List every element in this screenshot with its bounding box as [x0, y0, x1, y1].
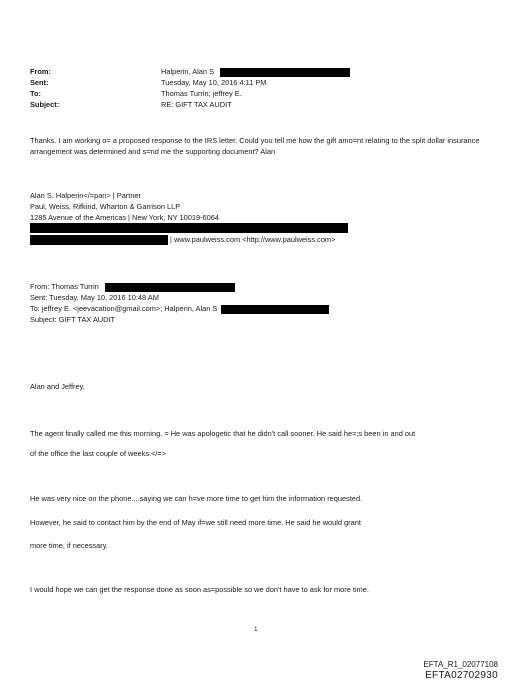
signature-line-3: 1285 Avenue of the Americas | New York, NY 10019-6064 [30, 213, 220, 222]
to-label: To: [30, 89, 41, 98]
sent-label: Sent: [30, 78, 49, 87]
subject-label: Subject: [30, 100, 60, 109]
paragraph-2-line-3: more time, if necessary. [30, 541, 108, 550]
subject-value: RE: GIFT TAX AUDIT [161, 100, 232, 109]
signature-line-4: | www.paulweiss.com <http://www.paulweiss.com> [170, 235, 336, 244]
original-to-row: To: jeffrey E. <jeevacation@gmail.com>; Halperin, Alan S [30, 303, 329, 314]
signature-line-1: Alan S. Halperin</=pan> | Partner [30, 191, 142, 200]
signature-line-2: Paul, Weiss, Rifkind, Wharton & Garrison LLP [30, 202, 181, 211]
from-value: Halperin, Alan S [161, 67, 350, 77]
paragraph-3: I would hope we can get the response done as soon as=possible so we don't have to ask for more time. [30, 585, 369, 594]
original-from-row: From: Thomas Turrin [30, 281, 235, 292]
footer-id-2: EFTA02702930 [425, 670, 498, 681]
paragraph-2-line-2: However, he said to contact him by the end of May if=we still need more time. He said he would grant [30, 518, 361, 527]
footer-id-1: EFTA_R1_02077108 [423, 660, 498, 669]
redaction [105, 283, 235, 292]
original-sent-row: Sent: Tuesday, May 10, 2016 10:48 AM [30, 293, 159, 302]
from-label: From: [30, 67, 51, 76]
paragraph-2-line-1: He was very nice on the phone....saying we can h=ve more time to get him the information requested. [30, 494, 363, 503]
redaction [220, 68, 350, 77]
sent-value: Tuesday, May 10, 2016 4:11 PM [161, 78, 267, 87]
redaction [221, 305, 329, 314]
redaction [30, 235, 168, 245]
original-subject-row: Subject: GIFT TAX AUDIT [30, 315, 116, 324]
reply-body: Thanks. I am working o= a proposed response to the IRS letter. Could you tell me how the gift amo=nt relating to the split dollar insurance arrangement was determined and s=nd me the supporting document? Alan [30, 136, 480, 156]
paragraph-1-line-1: The agent finally called me this morning. = He was apologetic that he didn't call sooner. He said he=;s been in and out [30, 429, 416, 438]
to-value: Thomas Turrin; jeffrey E. [161, 89, 242, 98]
redaction [30, 223, 348, 233]
page-number: 1 [254, 626, 258, 633]
paragraph-1-line-2: of the office the last couple of weeks.</=> [30, 449, 167, 458]
greeting: Alan and Jeffrey, [30, 382, 85, 391]
